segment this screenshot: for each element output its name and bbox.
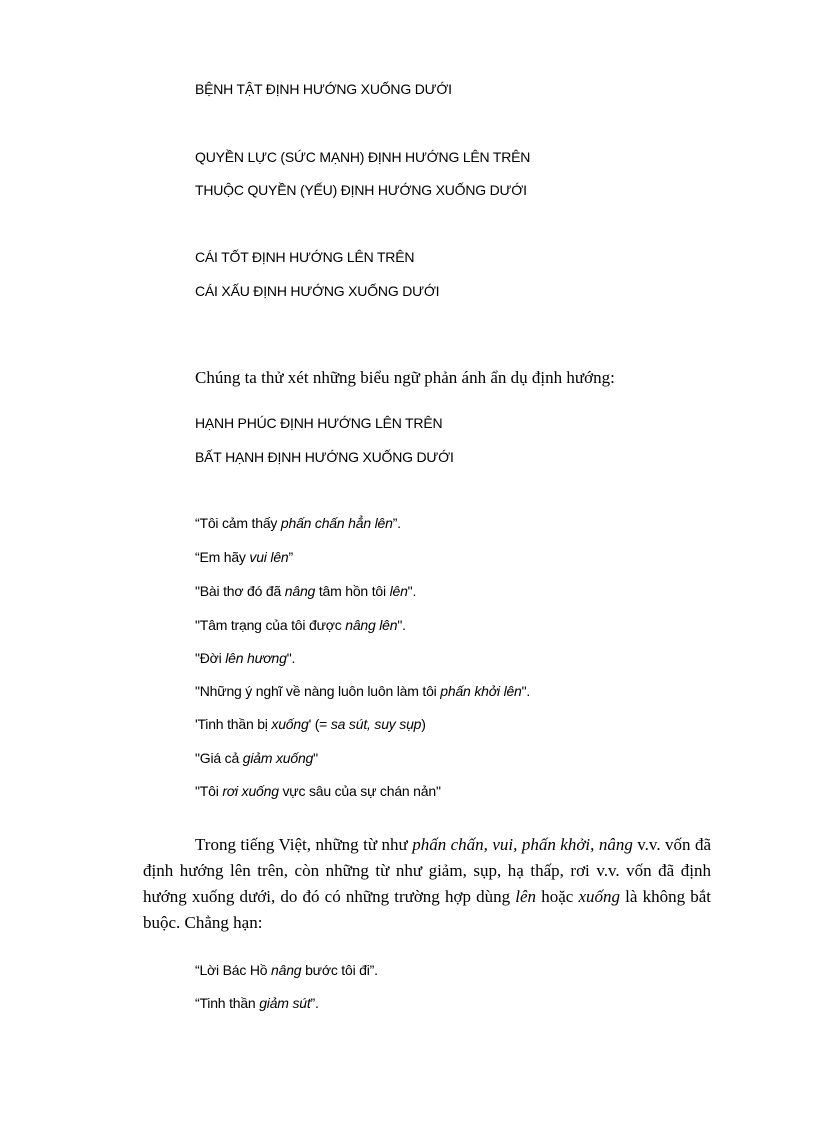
header-line-5: CÁI XẤU ĐỊNH HƯỚNG XUỐNG DƯỚI [195, 283, 440, 299]
happy-line: HẠNH PHÚC ĐỊNH HƯỚNG LÊN TRÊN [195, 415, 443, 431]
header-line-1: BỆNH TẬT ĐỊNH HƯỚNG XUỐNG DƯỚI [195, 81, 452, 97]
example-8: "Giá cả giảm xuống" [195, 750, 318, 766]
example-9: "Tôi rơi xuống vực sâu của sự chán nản" [195, 783, 441, 799]
closing-example-1: “Lời Bác Hồ nâng bước tôi đi”. [195, 962, 378, 978]
header-line-3: THUỘC QUYỀN (YẾU) ĐỊNH HƯỚNG XUỐNG DƯỚI [195, 182, 527, 198]
header-line-2: QUYỀN LỰC (SỨC MẠNH) ĐỊNH HƯỚNG LÊN TRÊN [195, 149, 531, 165]
closing-example-2: “Tinh thần giảm sút”. [195, 995, 319, 1011]
unhappy-line: BẤT HẠNH ĐỊNH HƯỚNG XUỐNG DƯỚI [195, 449, 454, 465]
example-6: "Những ý nghĩ về nàng luôn luôn làm tôi phấn khởi lên". [195, 683, 531, 699]
example-7: 'Tinh thần bị xuống' (= sa sút, suy sụp) [195, 716, 426, 732]
example-3: "Bài thơ đó đã nâng tâm hồn tôi lên". [195, 583, 417, 599]
header-line-4: CÁI TỐT ĐỊNH HƯỚNG LÊN TRÊN [195, 249, 415, 265]
body-paragraph: Trong tiếng Việt, những từ như phấn chấn, vui, phấn khởi, nâng v.v. vốn đã định hướng lên trên, còn những từ như giảm, sụp, hạ thấp, rơi v.v. vốn đã định hướng xuống dưới, do đó có những trường hợp dùng lên hoặc xuống là không bắt buộc. Chẳng hạn: [143, 835, 712, 932]
example-4: "Tâm trạng của tôi được nâng lên". [195, 617, 406, 633]
example-2: “Em hãy vui lên” [195, 549, 293, 565]
example-5: "Đời lên hương". [195, 650, 296, 666]
example-1: “Tôi cảm thấy phấn chấn hẳn lên”. [195, 515, 401, 531]
intro-sentence: Chúng ta thử xét những biểu ngữ phản ánh ẩn dụ định hướng: [195, 368, 615, 387]
